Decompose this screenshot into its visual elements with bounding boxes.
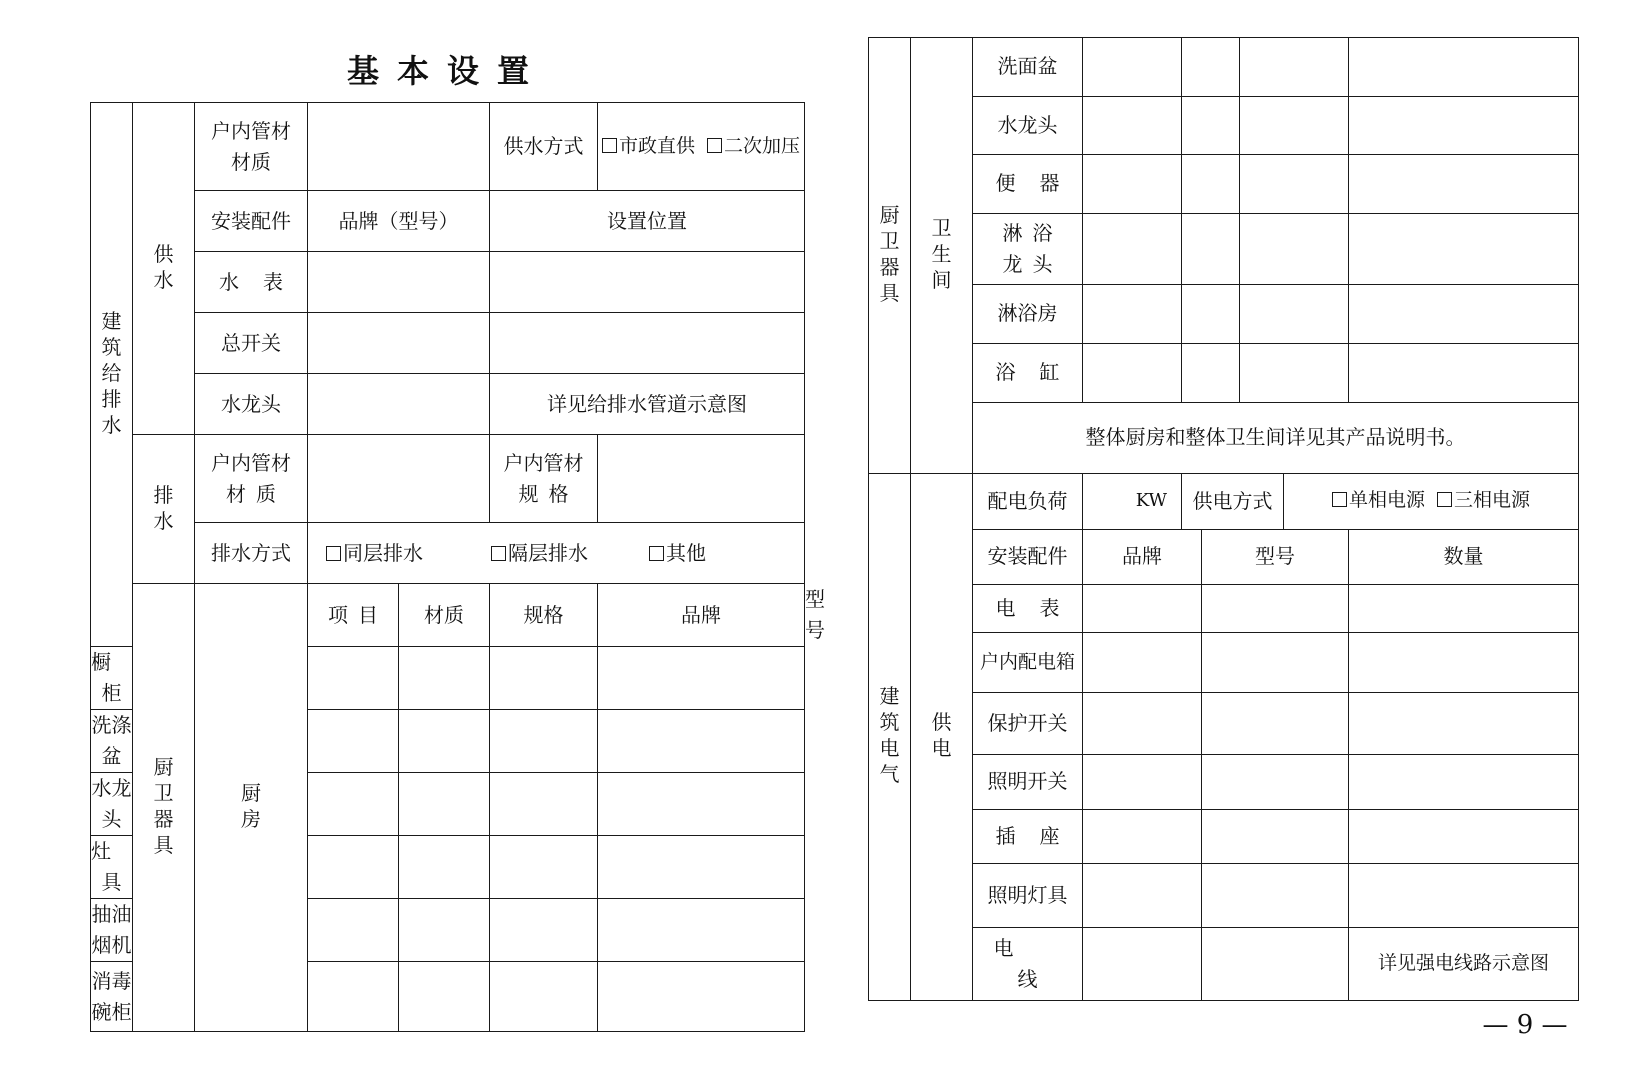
kitchen-header-item: 项目 [308, 584, 399, 647]
cell[interactable] [1349, 38, 1579, 97]
cell[interactable] [1083, 755, 1202, 810]
elec-header-quantity: 数量 [1349, 529, 1579, 585]
cell[interactable] [1083, 863, 1202, 927]
cell[interactable] [490, 647, 598, 710]
main-switch-location[interactable] [490, 313, 805, 374]
supply-mode-options[interactable] [598, 103, 805, 191]
cell[interactable] [598, 773, 805, 836]
cell[interactable] [1083, 284, 1182, 343]
checkbox-icon[interactable] [707, 138, 722, 153]
supply-pipe-label: 户内管材 材质 [195, 103, 308, 191]
cell[interactable] [1083, 343, 1182, 402]
faucet-label: 水龙头 [195, 374, 308, 435]
checkbox-same-floor[interactable]: 同层排水 [326, 538, 491, 569]
cell[interactable] [399, 836, 490, 899]
cell[interactable] [1202, 633, 1349, 693]
cell[interactable] [399, 647, 490, 710]
cell[interactable] [490, 773, 598, 836]
drain-label: 排水 [133, 435, 195, 584]
drain-mode-label: 排水方式 [195, 523, 308, 584]
cell[interactable] [1349, 213, 1579, 284]
checkbox-three-phase[interactable]: 三相电源 [1437, 489, 1530, 511]
cell[interactable] [490, 962, 598, 1032]
cell[interactable] [1202, 863, 1349, 927]
cell[interactable] [1182, 343, 1240, 402]
cell[interactable] [1202, 585, 1349, 633]
cell[interactable] [1349, 96, 1579, 154]
checkbox-icon[interactable] [491, 546, 506, 561]
section-fixtures-label: 厨卫器具 [133, 584, 195, 1032]
cell[interactable] [1083, 213, 1182, 284]
water-meter-label: 水表 [195, 252, 308, 313]
checkbox-single-phase[interactable]: 单相电源 [1332, 489, 1425, 511]
cell[interactable] [598, 647, 805, 710]
power-label: 供电 [911, 473, 973, 1000]
cell[interactable] [308, 773, 399, 836]
cell[interactable] [1202, 927, 1349, 1000]
right-table [868, 37, 1579, 1001]
elec-item: 插座 [973, 809, 1083, 863]
bath-note: 整体厨房和整体卫生间详见其产品说明书。 [973, 402, 1579, 473]
cell[interactable] [1349, 863, 1579, 927]
section-electric-label: 建筑电气 [869, 473, 911, 1000]
load-label: 配电负荷 [973, 473, 1083, 529]
cell[interactable] [1083, 96, 1182, 154]
cell[interactable] [308, 962, 399, 1032]
cell[interactable] [1240, 154, 1349, 213]
cell[interactable] [598, 899, 805, 962]
cell[interactable] [1202, 809, 1349, 863]
cell[interactable] [399, 962, 490, 1032]
drain-mode-options[interactable] [308, 523, 805, 584]
cell[interactable] [1202, 693, 1349, 755]
left-table: 建筑给排水 供水 户内管材 材质 供水方式 市政直供 二次加压 安装配件 品牌（型号） 设置位置 水表 总开关 水龙头 详见给排水管道示意图 排水 户内管材 材质 户内管材 规格 排水方式 同层排水 隔层排水 其他 厨卫器具 厨房 项目 材质 规格 品牌 型号 橱柜 洗涤盆 水龙头 灶具 抽油烟机 消毒 碗柜 [90, 102, 805, 1032]
brand-model-header: 品牌（型号） [308, 191, 490, 252]
cell[interactable] [399, 710, 490, 773]
cell[interactable] [1182, 284, 1240, 343]
checkbox-municipal[interactable]: 市政直供 [602, 135, 695, 157]
elec-header-brand: 品牌 [1083, 529, 1202, 585]
faucet-brand[interactable] [308, 374, 490, 435]
water-meter-brand[interactable] [308, 252, 490, 313]
cell[interactable] [490, 836, 598, 899]
cell[interactable] [308, 836, 399, 899]
cell[interactable] [1083, 633, 1202, 693]
load-value[interactable]: KW [1083, 473, 1182, 529]
cell[interactable] [490, 710, 598, 773]
page-number: — 9 — [1482, 1010, 1568, 1040]
cell[interactable] [1182, 213, 1240, 284]
fittings-label: 安装配件 [195, 191, 308, 252]
elec-item: 照明灯具 [973, 863, 1083, 927]
cell[interactable] [1182, 96, 1240, 154]
cell[interactable] [1182, 154, 1240, 213]
cell[interactable] [1083, 585, 1202, 633]
supply-pipe-value[interactable] [308, 103, 490, 191]
cell[interactable] [1349, 693, 1579, 755]
cell[interactable] [308, 647, 399, 710]
supply-mode-label: 供水方式 [490, 103, 598, 191]
checkbox-other[interactable]: 其他 [649, 541, 706, 565]
cell[interactable] [399, 899, 490, 962]
water-meter-location[interactable] [490, 252, 805, 313]
kitchen-item: 抽油烟机 [91, 899, 133, 962]
cell[interactable] [598, 836, 805, 899]
cell[interactable] [1349, 154, 1579, 213]
kitchen-item: 消毒 碗柜 [91, 962, 133, 1032]
checkbox-icon[interactable] [1332, 492, 1347, 507]
checkbox-icon[interactable] [602, 138, 617, 153]
cell[interactable] [598, 710, 805, 773]
main-switch-brand[interactable] [308, 313, 490, 374]
cell[interactable] [1349, 755, 1579, 810]
right-section-fixtures: 厨卫器具 [869, 38, 911, 474]
main-switch-label: 总开关 [195, 313, 308, 374]
cell[interactable] [490, 899, 598, 962]
checkbox-secondary[interactable]: 二次加压 [707, 135, 800, 157]
drain-spec-value[interactable] [598, 435, 805, 523]
kitchen-header-spec: 规格 [490, 584, 598, 647]
bathroom-label: 卫生间 [911, 38, 973, 474]
elec-item: 户内配电箱 [973, 633, 1083, 693]
elec-item: 照明开关 [973, 755, 1083, 810]
bath-item: 淋浴 龙头 [973, 213, 1083, 284]
kitchen-item: 水龙头 [91, 773, 133, 836]
cell[interactable] [1240, 213, 1349, 284]
elec-fittings-label: 安装配件 [973, 529, 1083, 585]
cell[interactable] [1349, 343, 1579, 402]
cell[interactable] [1182, 38, 1240, 97]
kitchen-item: 灶具 [91, 836, 133, 899]
cell[interactable] [308, 710, 399, 773]
cell[interactable] [598, 962, 805, 1032]
cell[interactable] [1240, 284, 1349, 343]
drain-pipe-label: 户内管材 材质 [195, 435, 308, 523]
elec-item: 电表 [973, 585, 1083, 633]
bath-item: 便器 [973, 154, 1083, 213]
checkbox-icon[interactable] [649, 546, 664, 561]
checkbox-icon[interactable] [326, 546, 341, 561]
cell[interactable] [1349, 633, 1579, 693]
drain-pipe-value[interactable] [308, 435, 490, 523]
cell[interactable] [1240, 96, 1349, 154]
bath-item: 淋浴房 [973, 284, 1083, 343]
cell[interactable] [1083, 693, 1202, 755]
cell[interactable] [1240, 38, 1349, 97]
elec-item: 保护开关 [973, 693, 1083, 755]
kitchen-label: 厨房 [195, 584, 308, 1032]
wire-label: 电线 [973, 927, 1083, 1000]
power-mode-label: 供电方式 [1182, 473, 1284, 529]
bath-item: 水龙头 [973, 96, 1083, 154]
kitchen-header-brand: 品牌 [598, 584, 805, 647]
bath-item: 洗面盆 [973, 38, 1083, 97]
location-header: 设置位置 [490, 191, 805, 252]
cell[interactable] [1083, 809, 1202, 863]
kitchen-header-material: 材质 [399, 584, 490, 647]
cell[interactable] [399, 773, 490, 836]
section-water-label: 建筑给排水 [91, 103, 133, 647]
kitchen-item: 橱柜 [91, 647, 133, 710]
wire-note: 详见强电线路示意图 [1349, 927, 1579, 1000]
cell[interactable] [1349, 284, 1579, 343]
kitchen-item: 洗涤盆 [91, 710, 133, 773]
drain-spec-label: 户内管材 规格 [490, 435, 598, 523]
elec-header-model: 型号 [1202, 529, 1349, 585]
cell[interactable] [308, 899, 399, 962]
power-mode-options[interactable] [1284, 473, 1579, 529]
cell[interactable] [1083, 154, 1182, 213]
cell[interactable] [1349, 809, 1579, 863]
page-title: 基本设置 [346, 52, 547, 90]
cell[interactable] [1202, 755, 1349, 810]
bath-item: 浴缸 [973, 343, 1083, 402]
checkbox-separate-floor[interactable]: 隔层排水 [491, 538, 649, 569]
faucet-location-note: 详见给排水管道示意图 [490, 374, 805, 435]
cell[interactable] [1240, 343, 1349, 402]
supply-label: 供水 [133, 103, 195, 435]
cell[interactable] [1349, 585, 1579, 633]
checkbox-icon[interactable] [1437, 492, 1452, 507]
cell[interactable] [1083, 38, 1182, 97]
cell[interactable] [1083, 927, 1202, 1000]
